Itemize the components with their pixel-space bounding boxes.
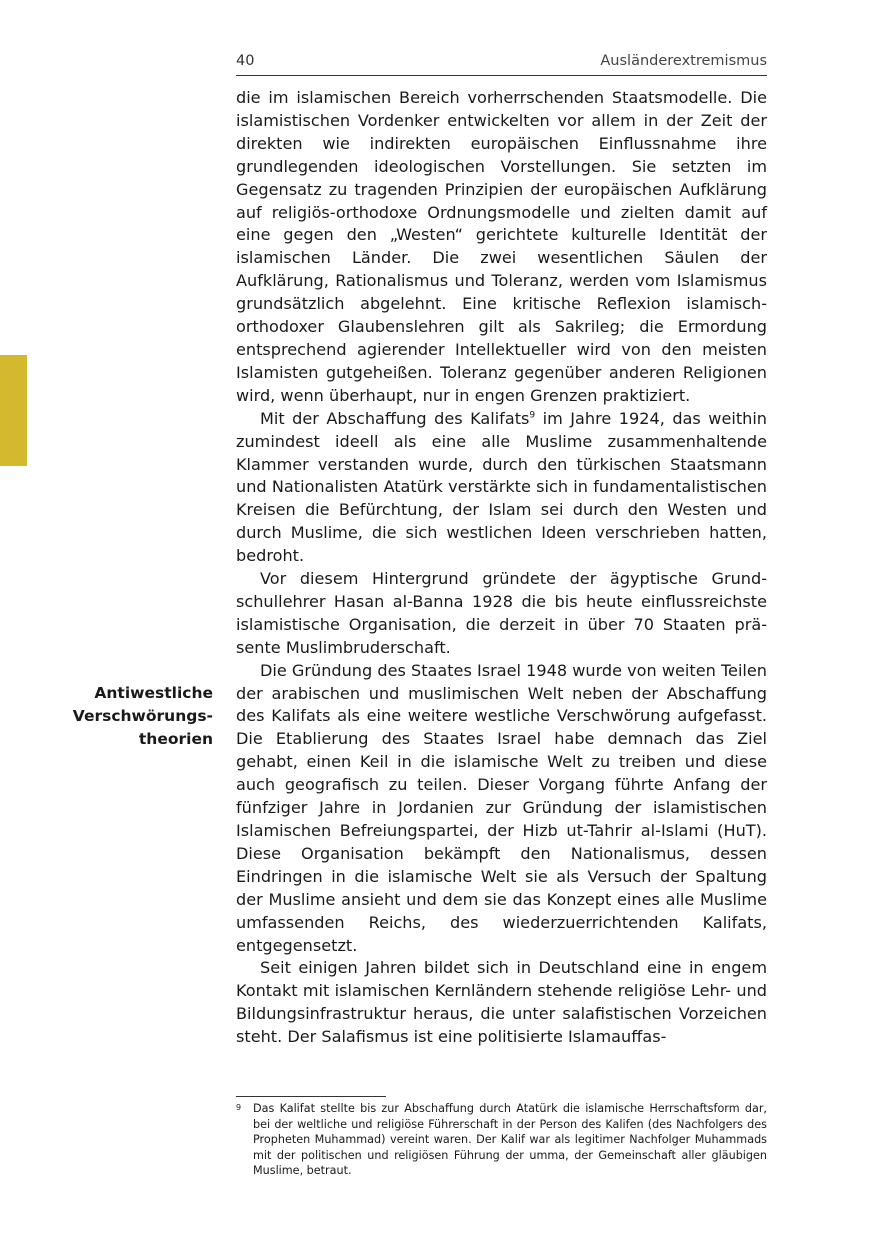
page-header	[236, 50, 767, 72]
chapter-color-tab	[0, 355, 27, 466]
paragraph-2-start: Mit der Abschaffung des Kalifats	[260, 408, 530, 428]
page-number: 40	[236, 53, 255, 69]
footnote-rule	[236, 1096, 386, 1097]
footnote-ref-9[interactable]: 9	[529, 410, 536, 421]
footnote-text: Das Kalifat stellte bis zur Abschaffung durch Atatürk die islamische Herrschaftsform dar, bei der weltliche und religiöse Führerschaft in der Person des Kalifen (des Nachfolgers des Propheten Muhammad) vereint waren. Der Kalif war als legitimer Nachfolger Muhammads mit der politischen und religiösen Führung der umma, der Gemeinschaft aller gläubigen Muslime, betraut.	[253, 1102, 767, 1178]
paragraph-2-rest: im Jahre 1924, das weithin zumindest ideell als eine alle Muslime zusammenhaltende Klammer verstanden wurde, durch den türkischen Staatsmann und Nationalisten Atatürk verstärkte sich in fundamentalistischen Kreisen die Befürchtung, der Islam sei durch den Westen und durch Muslime, die sich westlichen Ideen verschrieben hatten, bedroht.	[236, 408, 768, 566]
paragraph-2	[236, 408, 767, 568]
running-title: Ausländerextremismus	[600, 53, 767, 69]
header-rule	[236, 75, 767, 76]
paragraph-4: Die Gründung des Staates Israel 1948 wurde von weiten Teilen der arabischen und muslimischen Welt neben der Abschaffung des Kalifats als eine weitere westliche Verschwörung aufgefasst. Die Etablierung des Staates Israel habe demnach das Ziel gehabt, einen Keil in die islamische Welt zu treiben und diese auch geografisch zu teilen. Dieser Vorgang führte Anfang der fünfziger Jahre in Jordanien zur Gründung der islamistischen Islamischen Befreiungspartei, der Hizb ut-Tahrir al-Islami (HuT). Diese Organisation bekämpft den Nationalismus, dessen Eindringen in die islamische Welt sie als Versuch der Spaltung der Muslime ansieht und dem sie das Konzept eines alle Muslime umfassenden Reichs, des wiederzuerrichtenden Kalifats, entgegensetzt.	[236, 660, 767, 955]
body-text	[236, 87, 767, 1049]
footnote	[236, 1101, 767, 1179]
paragraph-1: die im islamischen Bereich vorherrschenden Staatsmodelle. Die islamistischen Vordenker entwickelten vor allem in der Zeit der direkten wie indirekten europäischen Einflussnahme ihre grundlegenden ideologischen Vorstellungen. Sie setzten im Gegensatz zu tragenden Prinzipien der europäischen Aufklärung auf religiös-orthodoxe Ordnungsmodelle und zielten damit auf eine gegen den „Westen“ gerichtete kulturelle Identität der islamischen Länder. Die zwei wesentlichen Säulen der Aufklärung, Rationalismus und Toleranz, werden vom Islamismus grundsätzlich abgelehnt. Eine kritische Reflexion islamisch-orthodoxer Glaubenslehren gilt als Sakrileg; die Ermordung entsprechend agierender Intellektueller wird von den meisten Islamisten gutgeheißen. Toleranz gegenüber anderen Religionen wird, wenn überhaupt, nur in engen Grenzen praktiziert.	[236, 88, 767, 405]
marginal-heading: Antiwestliche Verschwörungs-theorien	[72, 684, 213, 748]
footnote-number: 9	[236, 1103, 242, 1112]
paragraph-5: Seit einigen Jahren bildet sich in Deutschland eine in engem Kontakt mit islamischen Kernländern stehende religiöse Lehr- und Bildungsinfrastruktur heraus, die unter salafistischen Vorzeichen steht. Der Salafismus ist eine politisierte Islamauffas-	[236, 958, 767, 1047]
paragraph-3: Vor diesem Hintergrund gründete der ägyptische Grundschullehrer Hasan al-Banna 1928 die bis heute einflussreichste islamistische Organisation, die derzeit in über 70 Staaten präsente Muslimbruderschaft.	[236, 569, 767, 657]
